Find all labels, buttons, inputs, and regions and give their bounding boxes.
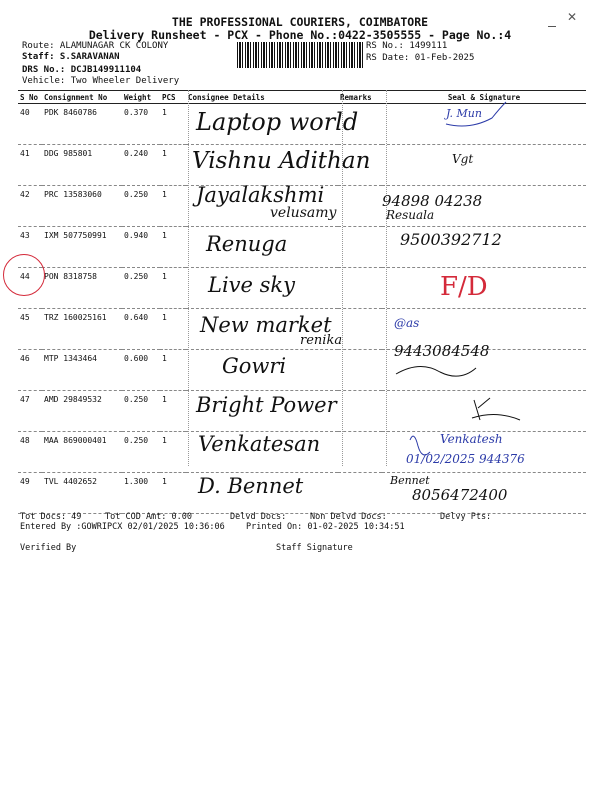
signature: 94898 04238 (382, 192, 483, 210)
delivered-docs: Delvd Docs: (230, 512, 287, 522)
route-label: Route: ALAMUNAGAR CK COLONY (22, 41, 169, 51)
handwritten-name: D. Bennet (198, 474, 304, 498)
row-consignment: DDG 985801 (42, 145, 122, 186)
row-weight: 0.640 (122, 309, 160, 350)
row-weight: 0.940 (122, 227, 160, 268)
vehicle-label: Vehicle: Two Wheeler Delivery (22, 76, 180, 86)
col-consignment: Consignment No (42, 91, 122, 104)
drs-label: DRS No.: DCJB149911104 (22, 65, 142, 75)
row-weight: 1.300 (122, 473, 160, 514)
col-remarks: Remarks (338, 91, 382, 104)
handwritten-name: Live sky (208, 273, 295, 297)
row-pcs: 1 (160, 145, 186, 186)
row-consignment: PRC 13583060 (42, 186, 122, 227)
handwritten-name: velusamy (270, 205, 337, 221)
staff-label: Staff: S.SARAVANAN (22, 52, 120, 62)
row-sno: 45 (18, 309, 42, 350)
col-consignee-details: Consignee Details (186, 91, 338, 104)
signature: @as (394, 316, 420, 330)
row-pcs: 1 (160, 432, 186, 473)
row-weight: 0.250 (122, 186, 160, 227)
row-consignment: TRZ 160025161 (42, 309, 122, 350)
row-consignment: AMD 29849532 (42, 391, 122, 432)
close-mark-icon: ✕ (567, 10, 578, 24)
col-seal-signature: Seal & Signature (382, 91, 586, 104)
runsheet-title: Delivery Runsheet - PCX - Phone No.:0422-3505555 - Page No.:4 (88, 28, 512, 42)
signature: J. Mun (446, 107, 482, 120)
row-consignment: TVL 4402652 (42, 473, 122, 514)
row-weight: 0.250 (122, 268, 160, 309)
printed-on: Printed On: 01-02-2025 10:34:51 (246, 522, 405, 532)
row-pcs: 1 (160, 350, 186, 391)
non-delivered-docs: Non Delvd Docs: (310, 512, 387, 522)
handwritten-name: Renuga (206, 232, 288, 256)
signature: Bennet (390, 474, 430, 487)
row-weight: 0.370 (122, 104, 160, 145)
signature: Vgt (452, 152, 474, 166)
signature: Venkatesh (440, 432, 503, 446)
handwritten-name: Bright Power (196, 393, 337, 417)
handwritten-name: Gowri (222, 354, 287, 378)
circle-annotation (3, 254, 45, 296)
handwritten-name: Venkatesan (198, 432, 321, 456)
row-consignment: PON 8318758 (42, 268, 122, 309)
rs-date: RS Date: 01-Feb-2025 (366, 53, 475, 63)
rs-number: RS No.: 1499111 (366, 41, 448, 51)
row-weight: 0.250 (122, 391, 160, 432)
row-pcs: 1 (160, 227, 186, 268)
row-sno: 49 (18, 473, 42, 514)
verified-by: Verified By (20, 543, 77, 553)
row-sno: 40 (18, 104, 42, 145)
company-name: THE PROFESSIONAL COURIERS, COIMBATORE (171, 15, 429, 29)
handwritten-name: Jayalakshmi (196, 183, 325, 207)
red-remark: F/D (440, 272, 488, 302)
row-sno: 41 (18, 145, 42, 186)
row-sno: 44 (18, 268, 42, 309)
row-consignment: MTP 1343464 (42, 350, 122, 391)
handwritten-name: Vishnu Adithan (192, 148, 371, 174)
signature: 9500392712 (400, 230, 502, 249)
signature: 01/02/2025 944376 (406, 452, 525, 466)
row-sno: 48 (18, 432, 42, 473)
col-pcs: PCS (160, 91, 186, 104)
row-sno: 43 (18, 227, 42, 268)
row-pcs: 1 (160, 186, 186, 227)
row-pcs: 1 (160, 473, 186, 514)
row-sno: 42 (18, 186, 42, 227)
row-consignment: PDK 8460786 (42, 104, 122, 145)
handwritten-name: New market (200, 313, 332, 337)
row-sno: 47 (18, 391, 42, 432)
signature: 9443084548 (394, 342, 490, 360)
total-cod-amount: Tot COD Amt: 0.00 (105, 512, 192, 522)
row-weight: 0.600 (122, 350, 160, 391)
handwritten-name: Laptop world (196, 108, 359, 136)
entered-by: Entered By :GOWRIPCX 02/01/2025 10:36:06 (20, 522, 225, 532)
signature: 8056472400 (412, 486, 508, 504)
staff-signature: Staff Signature (276, 543, 353, 553)
handwritten-name: renika (300, 333, 343, 348)
row-consignment: IXM 507750991 (42, 227, 122, 268)
row-pcs: 1 (160, 268, 186, 309)
row-pcs: 1 (160, 391, 186, 432)
row-weight: 0.250 (122, 432, 160, 473)
row-consignment: MAA 869000401 (42, 432, 122, 473)
row-weight: 0.240 (122, 145, 160, 186)
row-sno: 46 (18, 350, 42, 391)
row-pcs: 1 (160, 309, 186, 350)
row-pcs: 1 (160, 104, 186, 145)
col-weight: Weight (122, 91, 160, 104)
total-docs: Tot Docs: 49 (20, 512, 82, 522)
signature: Resuala (386, 208, 435, 222)
delivery-points: Delvy Pts: (440, 512, 492, 522)
col-sno: S No (18, 91, 42, 104)
